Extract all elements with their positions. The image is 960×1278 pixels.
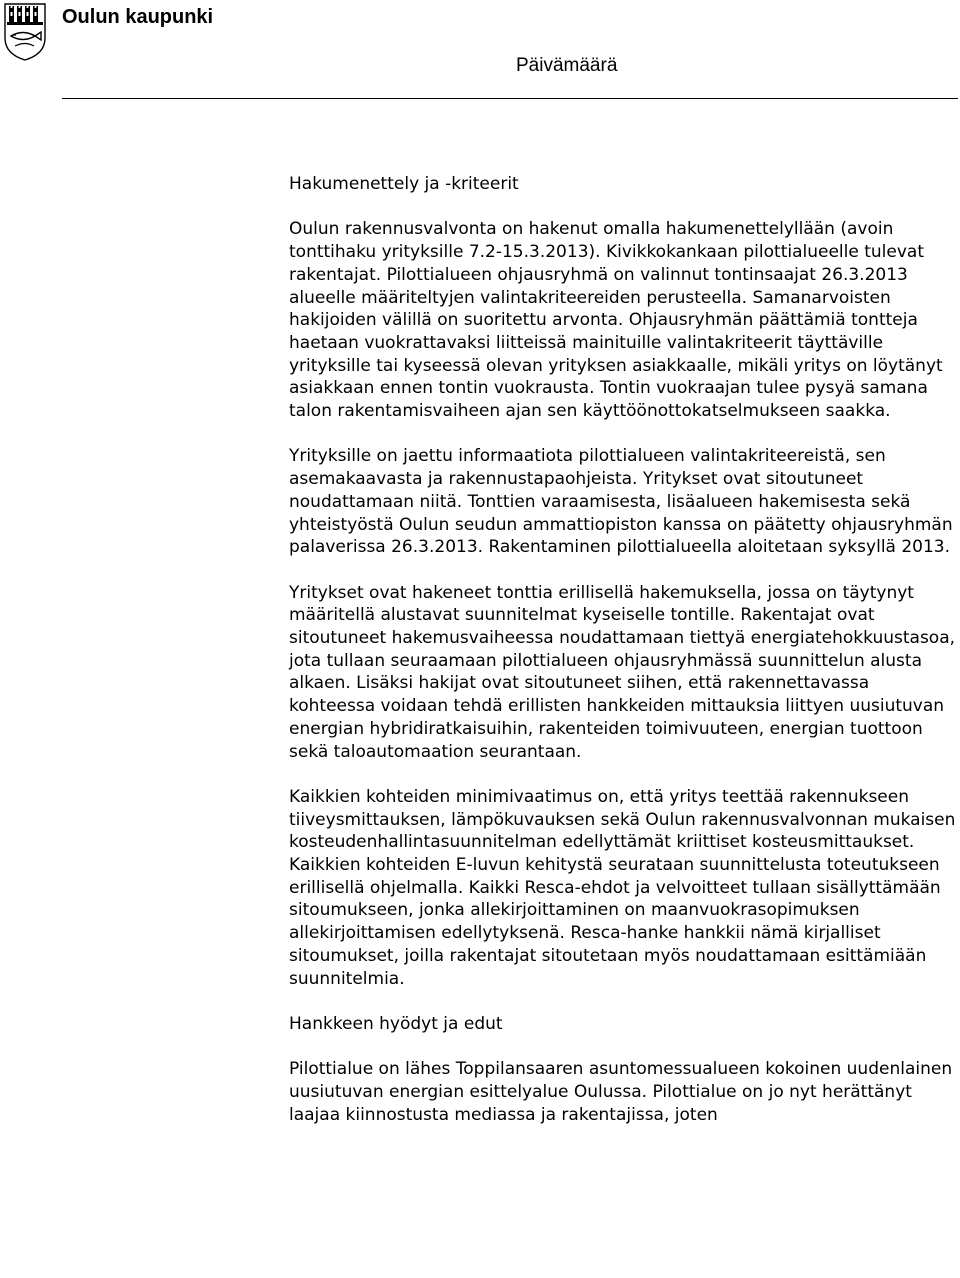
section-heading-hakumenettely: Hakumenettely ja -kriteerit	[289, 174, 519, 194]
oulu-coat-of-arms-icon	[3, 2, 47, 62]
section-heading-hyodyt: Hankkeen hyödyt ja edut	[289, 1013, 503, 1034]
document-body	[289, 173, 959, 1149]
paragraph-4: Kaikkien kohteiden minimivaatimus on, että yritys teettää rakennukseen tiiveysmittauksen, lämpökuvauksen sekä Oulun rakennusvalvonnan mukaisen kosteudenhallintasuunnitelman edellyttämät kriittiset kosteusmittaukset. Kaikkien kohteiden E-luvun kehitystä seurataan suunnittelusta toteutukseen erillisellä ohjelmalla. Kaikki Resca-ehdot ja velvoitteet tullaan sisällyttämään sitoumukseen, jonka allekirjoittaminen on maanvuokrasopimuksen allekirjoittamisen edellytyksenä. Resca-hanke hankkii nämä kirjalliset sitoumukset, joilla rakentajat sitoutetaan myös noudattamaan esittämiään suunnitelmia.	[289, 786, 956, 989]
paragraph-1: Oulun rakennusvalvonta on hakenut omalla hakumenettelyllään (avoin tonttihaku yrityksille 7.2-15.3.2013). Kivikkokankaan pilottialueelle tulevat rakentajat. Pilottialueen ohjausryhmä on valinnut tontinsaajat 26.3.2013 alueelle määriteltyjen valintakriteereiden perusteella. Samanarvoisten hakijoiden välillä on suoritettu arvonta. Ohjausryhmän päättämiä tontteja haetaan vuokrattavaksi liitteissä mainituille valintakriteerit täyttäville yrityksille tai kyseessä olevan yrityksen asiakkaalle, mikäli yritys on löytänyt asiakkaan ennen tontin vuokrausta. Tontin vuokraajan tulee pysyä samana talon rakentamisvaiheen ajan sen käyttöönottokatselmukseen saakka.	[289, 219, 943, 422]
date-label: Päivämäärä	[516, 55, 618, 76]
header-divider	[62, 98, 958, 99]
organization-name: Oulun kaupunki	[62, 6, 214, 28]
paragraph-5: Pilottialue on lähes Toppilansaaren asuntomessualueen kokoinen uudenlainen uusiutuvan energian esittelyalue Oulussa. Pilottialue on jo nyt herättänyt laajaa kiinnostusta mediassa ja rakentajissa, joten	[289, 1059, 953, 1125]
paragraph-2: Yrityksille on jaettu informaatiota pilottialueen valintakriteereistä, sen asemakaavasta ja rakennustapaohjeista. Yritykset ovat sitoutuneet noudattamaan niitä. Tonttien varaamisesta, lisäalueen hakemisesta sekä yhteistyöstä Oulun seudun ammattiopiston kanssa on päätetty ohjausryhmän palaverissa 26.3.2013. Rakentaminen pilottialueella aloitetaan syksyllä 2013.	[289, 446, 953, 558]
paragraph-3: Yritykset ovat hakeneet tonttia erillisellä hakemuksella, jossa on täytynyt määritellä alustavat suunnitelmat kyseiselle tontille. Rakentajat ovat sitoutuneet hakemusvaiheessa noudattamaan tiettyä energiatehokkuustasoa, jota tullaan seuraamaan pilottialueen ohjausryhmässä suunnittelun alusta alkaen. Lisäksi hakijat ovat sitoutuneet siihen, että rakennettavassa kohteessa voidaan tehdä erillisten hankkeiden mittauksia liittyen uusiutuvan energian hybridiratkaisuihin, rakenteiden toimivuuteen, energian tuottoon sekä taloautomaation seurantaan.	[289, 582, 956, 762]
